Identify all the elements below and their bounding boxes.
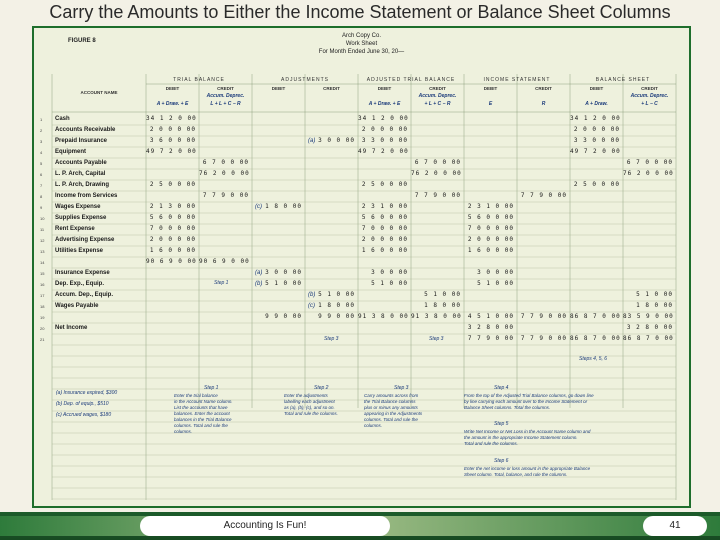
account-name-header: ACCOUNT NAME — [80, 90, 118, 95]
section-balance-sheet: BALANCE SHEET — [595, 77, 651, 83]
worksheet-title: Work Sheet — [345, 41, 378, 47]
page-number: 41 — [643, 516, 707, 536]
amount-adj-dr: 5 1 0 00 — [265, 280, 302, 287]
amount-is-dr: 4 5 1 0 00 — [467, 313, 514, 320]
amount-is-dr: 5 6 0 0 00 — [467, 214, 514, 221]
row-number: 14 — [40, 260, 45, 265]
amount-atb-cr: 1 8 0 00 — [424, 302, 461, 309]
row-number: 17 — [40, 293, 45, 298]
step-block-line: Carry amounts across from — [364, 393, 419, 398]
adjustment-note-c: (c) Accrued wages, $180 — [56, 412, 112, 418]
bs-credit-header: CREDIT — [641, 86, 658, 91]
amount-atb-dr: 5 6 0 0 00 — [361, 214, 408, 221]
step-block-line: Total and rule the columns. — [284, 411, 338, 416]
amount-atb-dr: 2 5 0 0 00 — [361, 181, 408, 188]
row-number: 9 — [40, 205, 43, 210]
amount-tb-cr: 6 7 0 0 00 — [202, 159, 249, 166]
step456-grid-label: Steps 4, 5, 6 — [579, 356, 608, 362]
account-name: Advertising Expense — [55, 237, 115, 243]
amount-adj-cr: 5 1 0 00 — [318, 291, 355, 298]
amount-tb-dr: 90 6 9 0 00 — [146, 258, 197, 265]
amount-adj-dr: 1 8 0 00 — [265, 203, 302, 210]
step-block-title: Step 4 — [494, 385, 509, 391]
adjustment-letter: (b) — [255, 281, 263, 287]
account-name: Net Income — [55, 325, 88, 331]
amount-tb-dr: 49 7 2 0 00 — [146, 148, 197, 155]
adjustment-note-a: (a) Insurance expired, $300 — [56, 390, 118, 396]
amount-bs-dr: 2 5 0 0 00 — [573, 181, 620, 188]
account-name: Wages Payable — [55, 303, 99, 309]
amount-atb-dr: 34 1 2 0 00 — [358, 115, 409, 122]
account-name: Accounts Receivable — [55, 127, 116, 133]
tb-credit-equation: L + L + C − R — [210, 101, 241, 107]
row-number: 19 — [40, 315, 45, 320]
step-block-line: balances in the Trial Balance — [174, 417, 232, 422]
amount-atb-dr: 49 7 2 0 00 — [358, 148, 409, 155]
amount-bs-cr: 3 2 8 0 00 — [626, 324, 673, 331]
adjustment-note-b: (b) Dep. of equip., $510 — [56, 401, 109, 407]
account-name: Wages Expense — [55, 204, 101, 210]
is-debit-equation: E — [488, 101, 493, 107]
account-name: Dep. Exp., Equip. — [55, 281, 105, 287]
amount-atb-dr: 7 0 0 0 00 — [361, 225, 408, 232]
row-number: 12 — [40, 238, 45, 243]
amount-bs-dr: 3 3 0 0 00 — [573, 137, 620, 144]
step-block-line: Balance Sheet columns. Total the columns. — [464, 405, 551, 410]
step-block-line: Enter the trial balance — [174, 393, 218, 398]
section-adjustments: ADJUSTMENTS — [281, 77, 329, 83]
amount-adj-cr: 1 8 0 00 — [318, 302, 355, 309]
adj-debit-header: DEBIT — [271, 86, 286, 91]
row-number: 7 — [40, 183, 43, 188]
amount-is-dr: 7 0 0 0 00 — [467, 225, 514, 232]
row-number: 21 — [40, 337, 45, 342]
row-number: 5 — [40, 161, 43, 166]
amount-tb-dr: 5 6 0 0 00 — [149, 214, 196, 221]
step-block-line: Total and rule the columns. — [464, 441, 518, 446]
amount-tb-dr: 2 0 0 0 00 — [149, 126, 196, 133]
step-block-line: plus or minus any amounts — [364, 405, 418, 410]
step-block-title: Step 6 — [494, 458, 509, 464]
amount-atb-dr: 5 1 0 00 — [371, 280, 408, 287]
amount-tb-cr: 76 2 0 0 00 — [199, 170, 250, 177]
amount-atb-dr: 2 0 0 0 00 — [361, 126, 408, 133]
step-block-title: Step 1 — [204, 385, 219, 391]
step1-grid-label: Step 1 — [214, 280, 229, 286]
step3b-grid-label: Step 3 — [429, 336, 444, 342]
atb-debit-header: DEBIT — [377, 86, 392, 91]
company-name: Arch Copy Co. — [341, 33, 381, 39]
worksheet-heading — [34, 32, 689, 56]
step-block-line: as (a), (b), (c), and so on. — [284, 405, 335, 410]
atb-credit-header: CREDIT — [429, 86, 446, 91]
amount-atb-dr: 91 3 8 0 00 — [358, 313, 409, 320]
footer-title: Accounting Is Fun! — [140, 516, 390, 536]
step3-grid-label: Step 3 — [324, 336, 339, 342]
step-block-title: Step 3 — [394, 385, 409, 391]
account-name: Utilities Expense — [55, 248, 104, 254]
amount-bs-dr: 86 8 7 0 00 — [570, 313, 621, 320]
section-income-statement: INCOME STATEMENT — [483, 77, 551, 83]
amount-atb-dr: 2 0 0 0 00 — [361, 236, 408, 243]
adjustment-letter: (b) — [308, 292, 316, 298]
account-name: Accum. Dep., Equip. — [55, 292, 114, 298]
amount-is-dr: 7 7 9 0 00 — [467, 335, 514, 342]
amount-atb-dr: 2 3 1 0 00 — [361, 203, 408, 210]
account-name: Cash — [55, 116, 70, 122]
row-number: 13 — [40, 249, 45, 254]
amount-bs-dr: 2 0 0 0 00 — [573, 126, 620, 133]
step-block-line: labelling each adjustment — [284, 399, 335, 404]
amount-adj-dr: 9 9 0 00 — [265, 313, 302, 320]
row-number: 10 — [40, 216, 45, 221]
step-block-line: the amount in the appropriate Income Statement column. — [464, 435, 578, 440]
bs-credit-equation: + L − C — [641, 101, 658, 107]
bs-debit-equation: A + Draw. — [585, 101, 608, 107]
adjustment-letter: (c) — [255, 204, 262, 210]
worksheet-figure — [32, 26, 691, 508]
row-number: 20 — [40, 326, 45, 331]
amount-tb-dr: 3 6 0 0 00 — [149, 137, 196, 144]
row-number: 1 — [40, 117, 43, 122]
is-credit-equation: R — [541, 101, 546, 107]
account-name: Income from Services — [55, 193, 118, 199]
amount-tb-dr: 34 1 2 0 00 — [146, 115, 197, 122]
step-block-line: in the Account Name column. — [174, 399, 233, 404]
is-credit-header: CREDIT — [535, 86, 552, 91]
bs-accum-label: Accum. Deprec. — [630, 93, 669, 99]
step-block-line: Write Net Income or Net Loss in the Account Name column and — [464, 429, 591, 434]
step-block-title: Step 5 — [494, 421, 509, 427]
amount-is-cr: 7 7 9 0 00 — [520, 335, 567, 342]
amount-atb-dr: 1 6 0 0 00 — [361, 247, 408, 254]
amount-is-dr: 2 3 1 0 00 — [467, 203, 514, 210]
amount-is-cr: 7 7 9 0 00 — [520, 192, 567, 199]
amount-tb-cr: 7 7 9 0 00 — [202, 192, 249, 199]
account-name: L. P. Arch, Capital — [55, 171, 106, 177]
amount-bs-cr: 86 8 7 0 00 — [623, 335, 674, 342]
adjustment-letter: (c) — [308, 303, 315, 309]
row-number: 3 — [40, 139, 43, 144]
step-block-line: Enter the adjustments — [284, 393, 328, 398]
row-number: 4 — [40, 150, 43, 155]
amount-tb-cr: 90 6 9 0 00 — [199, 258, 250, 265]
amount-tb-dr: 2 5 0 0 00 — [149, 181, 196, 188]
bs-debit-header: DEBIT — [589, 86, 604, 91]
row-number: 6 — [40, 172, 43, 177]
account-name: Rent Expense — [55, 226, 95, 232]
amount-atb-dr: 3 0 0 00 — [371, 269, 408, 276]
adj-credit-header: CREDIT — [323, 86, 340, 91]
row-number: 11 — [40, 227, 45, 232]
step-block-line: columns. — [364, 423, 383, 428]
atb-credit-equation: + L + C − R — [424, 101, 451, 107]
section-adjusted-trial-balance: ADJUSTED TRIAL BALANCE — [366, 77, 456, 83]
amount-atb-cr: 91 3 8 0 00 — [411, 313, 462, 320]
adjustment-letter: (a) — [308, 138, 316, 144]
amount-is-dr: 3 0 0 00 — [477, 269, 514, 276]
step-block-line: balances. Enter the account — [174, 411, 230, 416]
amount-tb-dr: 2 0 0 0 00 — [149, 236, 196, 243]
step-block-line: appearing in the Adjustments — [364, 411, 423, 416]
row-number: 15 — [40, 271, 45, 276]
tb-debit-header: DEBIT — [165, 86, 180, 91]
amount-tb-dr: 7 0 0 0 00 — [149, 225, 196, 232]
amount-adj-dr: 3 0 0 00 — [265, 269, 302, 276]
slide-title: Carry the Amounts to Either the Income Statement or Balance Sheet Columns — [49, 2, 671, 22]
footer-bar — [0, 512, 720, 540]
amount-bs-cr: 5 1 0 00 — [636, 291, 673, 298]
row-number: 16 — [40, 282, 45, 287]
worksheet-grid-lines — [34, 28, 689, 506]
amount-atb-cr: 5 1 0 00 — [424, 291, 461, 298]
amount-bs-dr: 86 8 7 0 00 — [570, 335, 621, 342]
amount-bs-dr: 34 1 2 0 00 — [570, 115, 621, 122]
is-debit-header: DEBIT — [483, 86, 498, 91]
row-number: 8 — [40, 194, 43, 199]
step-block-line: Sheet column. Total, balance, and rule the columns. — [464, 472, 568, 477]
amount-bs-cr: 76 2 0 0 00 — [623, 170, 674, 177]
account-name: Supplies Expense — [55, 215, 107, 221]
account-name: L. P. Arch, Drawing — [55, 182, 110, 188]
amount-is-cr: 7 7 9 0 00 — [520, 313, 567, 320]
amount-atb-dr: 3 3 0 0 00 — [361, 137, 408, 144]
step-block-line: Enter the net income or loss amount in the appropriate Balance — [464, 466, 591, 471]
row-number: 18 — [40, 304, 45, 309]
step-block-line: columns. Total and rule the — [364, 417, 418, 422]
amount-atb-cr: 7 7 9 0 00 — [414, 192, 461, 199]
amount-is-dr: 2 0 0 0 00 — [467, 236, 514, 243]
account-name: Accounts Payable — [55, 160, 107, 166]
amount-bs-cr: 6 7 0 0 00 — [626, 159, 673, 166]
step-block-line: List the accounts that have — [174, 405, 228, 410]
amount-is-dr: 3 2 8 0 00 — [467, 324, 514, 331]
amount-atb-cr: 76 2 0 0 00 — [411, 170, 462, 177]
step-block-line: columns. Total and rule the — [174, 423, 228, 428]
step-block-line: by line carrying each amount over to the Income Statement or — [464, 399, 588, 404]
amount-tb-dr: 2 1 3 0 00 — [149, 203, 196, 210]
figure-label: FIGURE 8 — [68, 38, 96, 44]
amount-tb-dr: 1 6 0 0 00 — [149, 247, 196, 254]
row-number: 2 — [40, 128, 43, 133]
step-block-line: From the top of the Adjusted Trial Balance columns, go down line — [464, 393, 594, 398]
amount-bs-dr: 49 7 2 0 00 — [570, 148, 621, 155]
amount-bs-cr: 83 5 9 0 00 — [623, 313, 674, 320]
amount-is-dr: 5 1 0 00 — [477, 280, 514, 287]
atb-accum-label: Accum. Deprec. — [418, 93, 457, 99]
tb-accum-label: Accum. Deprec. — [206, 93, 245, 99]
amount-bs-cr: 1 8 0 00 — [636, 302, 673, 309]
step-block-line: columns. — [174, 429, 193, 434]
amount-adj-cr: 3 0 0 00 — [318, 137, 355, 144]
amount-is-dr: 1 6 0 0 00 — [467, 247, 514, 254]
account-name: Insurance Expense — [55, 270, 110, 276]
amount-adj-cr: 9 9 0 00 — [318, 313, 355, 320]
account-name: Equipment — [55, 149, 86, 155]
tb-credit-header: CREDIT — [217, 86, 234, 91]
tb-debit-equation: A + Draw. + E — [156, 101, 189, 107]
worksheet-period: For Month Ended June 30, 20— — [318, 49, 405, 55]
step-block-title: Step 2 — [314, 385, 329, 391]
atb-debit-equation: A + Draw. + E — [368, 101, 401, 107]
section-trial-balance: TRIAL BALANCE — [173, 77, 225, 83]
adjustment-letter: (a) — [255, 270, 263, 276]
amount-atb-cr: 6 7 0 0 00 — [414, 159, 461, 166]
step-block-line: the Trial Balance columns — [364, 399, 416, 404]
account-name: Prepaid Insurance — [55, 138, 108, 144]
